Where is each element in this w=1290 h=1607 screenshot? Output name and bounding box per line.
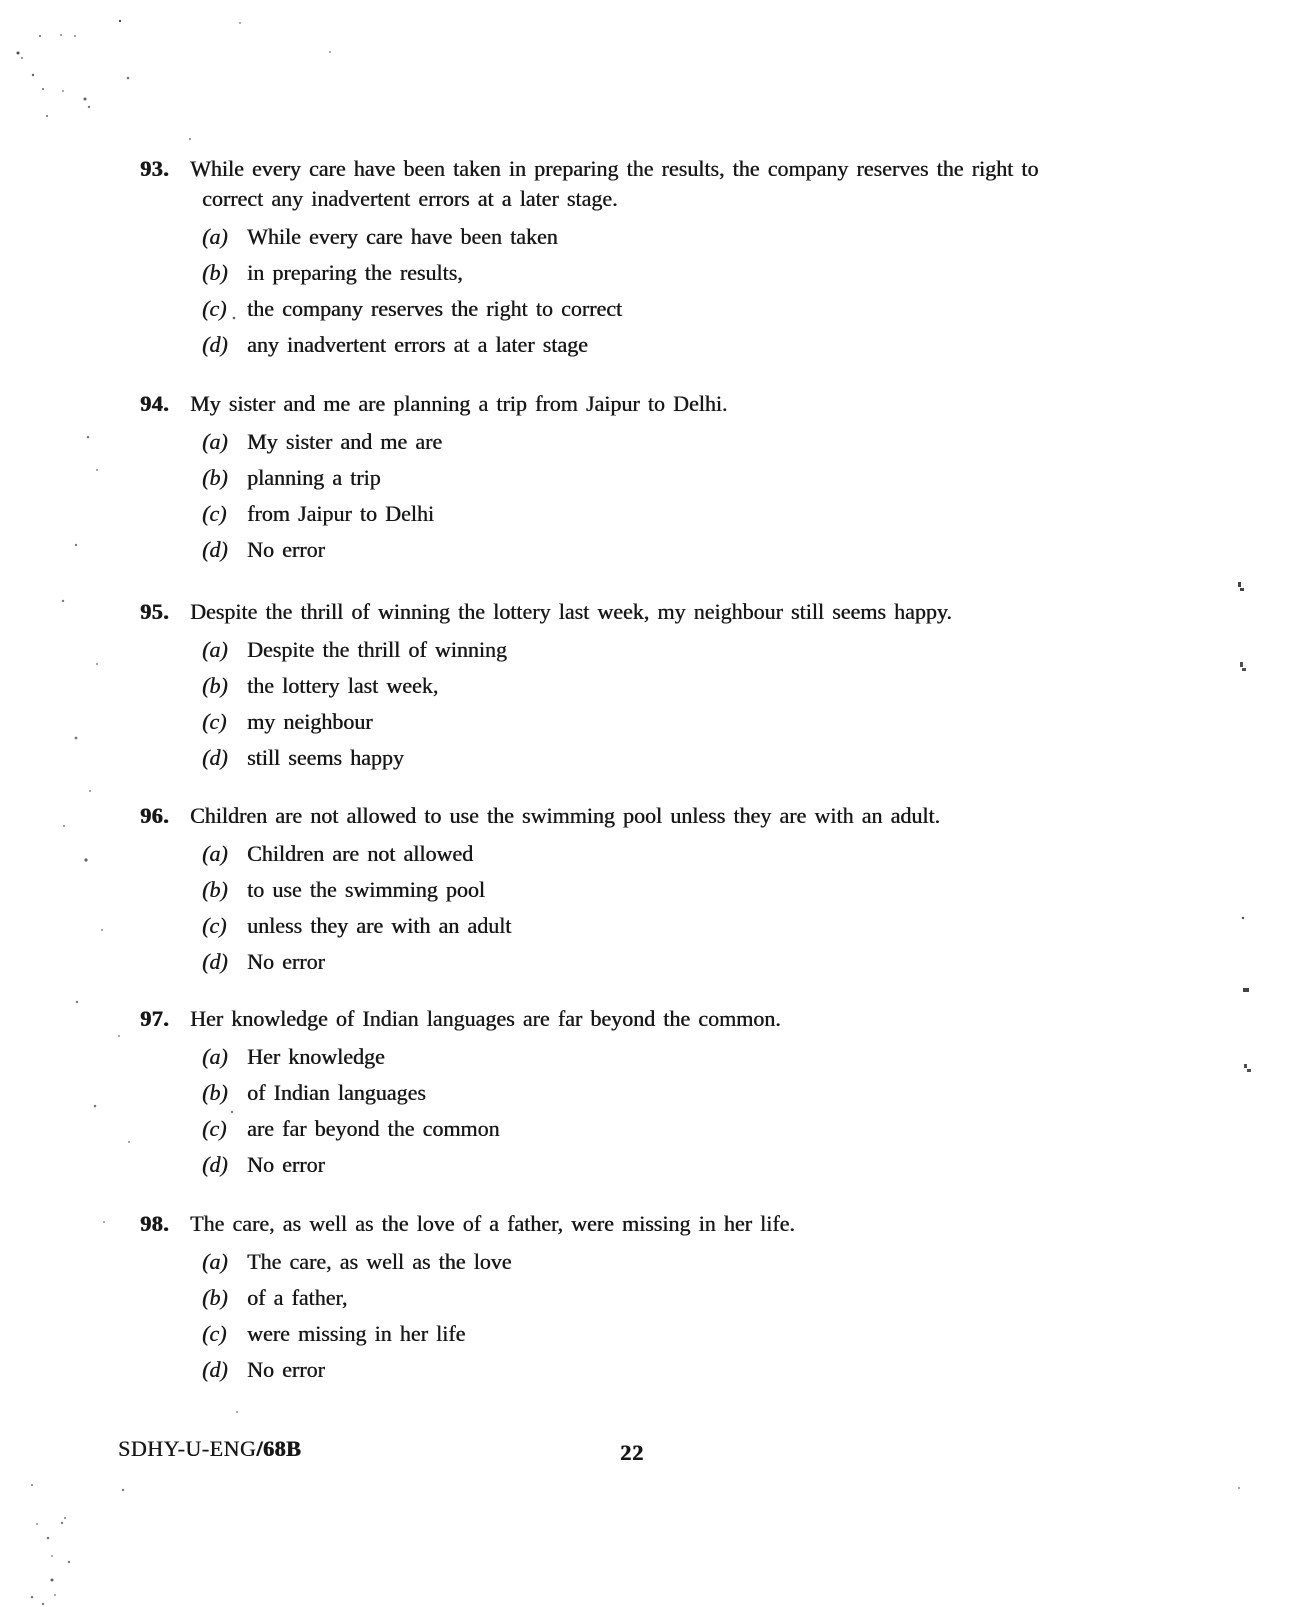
option-row-a: [140, 635, 1240, 665]
option-row-d: [140, 1150, 1240, 1180]
option-row-d: [140, 535, 1240, 565]
option-text: Children are not allowed: [247, 841, 474, 866]
option-letter: (c): [202, 1321, 227, 1346]
option-text: Despite the thrill of winning: [247, 637, 507, 662]
question-item-94: [140, 389, 1240, 565]
options-list: [140, 1247, 1240, 1385]
option-row-b: [140, 875, 1240, 905]
option-row-c: [140, 707, 1240, 737]
question-number: 93.: [140, 156, 169, 181]
option-text: any inadvertent errors at a later stage: [247, 332, 588, 357]
option-row-a: [140, 839, 1240, 869]
question-text-line: Her knowledge of Indian languages are far beyond the common.: [190, 1006, 781, 1031]
option-row-d: [140, 330, 1240, 360]
question-text: [190, 1004, 1240, 1034]
options-list: [140, 1042, 1240, 1180]
option-text: The care, as well as the love: [247, 1249, 512, 1274]
option-row-c: [140, 294, 1240, 324]
options-list: [140, 635, 1240, 773]
option-text: the company reserves the right to correct: [247, 296, 623, 321]
option-text: unless they are with an adult: [247, 913, 512, 938]
option-text: in preparing the results,: [247, 260, 463, 285]
options-list: [140, 839, 1240, 977]
option-text: of a father,: [247, 1285, 348, 1310]
option-row-b: [140, 1283, 1240, 1313]
option-letter: (a): [202, 1249, 228, 1274]
option-row-b: [140, 671, 1240, 701]
option-text: still seems happy: [247, 745, 404, 770]
question-item-95: [140, 597, 1240, 773]
option-text: from Jaipur to Delhi: [247, 501, 434, 526]
option-row-a: [140, 1247, 1240, 1277]
option-text: of Indian languages: [247, 1080, 426, 1105]
option-letter: (c): [202, 709, 227, 734]
question-item-98: [140, 1209, 1240, 1385]
option-letter: (d): [202, 745, 228, 770]
option-row-d: [140, 743, 1240, 773]
option-row-c: [140, 499, 1240, 529]
question-text-line: Children are not allowed to use the swimming pool unless they are with an adult.: [190, 803, 940, 828]
option-letter: (a): [202, 429, 228, 454]
question-text: [190, 597, 1240, 627]
option-row-d: [140, 1355, 1240, 1385]
question-text: [190, 801, 1240, 831]
option-row-b: [140, 1078, 1240, 1108]
question-text-line: Despite the thrill of winning the lottery last week, my neighbour still seems happy.: [190, 599, 952, 624]
option-letter: (d): [202, 537, 228, 562]
question-text-line: My sister and me are planning a trip from Jaipur to Delhi.: [190, 391, 728, 416]
option-row-a: [140, 427, 1240, 457]
option-letter: (b): [202, 1285, 228, 1310]
option-letter: (d): [202, 332, 228, 357]
option-text: No error: [247, 949, 325, 974]
option-row-c: [140, 911, 1240, 941]
option-text: my neighbour: [247, 709, 373, 734]
option-letter: (a): [202, 1044, 228, 1069]
option-letter: (a): [202, 224, 228, 249]
option-letter: (b): [202, 465, 228, 490]
options-list: [140, 427, 1240, 565]
option-letter: (b): [202, 877, 228, 902]
option-row-c: [140, 1319, 1240, 1349]
option-row-d: [140, 947, 1240, 977]
option-letter: (b): [202, 260, 228, 285]
option-text: No error: [247, 1357, 325, 1382]
option-text: planning a trip: [247, 465, 381, 490]
option-letter: (b): [202, 1080, 228, 1105]
option-text: were missing in her life: [247, 1321, 466, 1346]
option-row-c: [140, 1114, 1240, 1144]
page-number: 22: [620, 1440, 644, 1465]
option-letter: (a): [202, 841, 228, 866]
option-letter: (d): [202, 1357, 228, 1382]
option-letter: (c): [202, 1116, 227, 1141]
question-number: 97.: [140, 1006, 169, 1031]
question-text-line: The care, as well as the love of a father, were missing in her life.: [190, 1211, 795, 1236]
question-item-93: [140, 154, 1240, 360]
option-row-a: [140, 222, 1240, 252]
option-text: While every care have been taken: [247, 224, 558, 249]
option-letter: (c): [202, 913, 227, 938]
option-row-b: [140, 463, 1240, 493]
option-letter: (d): [202, 1152, 228, 1177]
option-text: My sister and me are: [247, 429, 443, 454]
question-text: [190, 389, 1240, 419]
question-number: 94.: [140, 391, 169, 416]
option-row-b: [140, 258, 1240, 288]
option-letter: (c): [202, 296, 227, 321]
paper-code-suffix: /68B: [256, 1436, 302, 1461]
option-letter: (a): [202, 637, 228, 662]
question-number: 95.: [140, 599, 169, 624]
option-letter: (c): [202, 501, 227, 526]
option-text: No error: [247, 537, 325, 562]
option-letter: (b): [202, 673, 228, 698]
option-text: the lottery last week,: [247, 673, 439, 698]
option-text: are far beyond the common: [247, 1116, 500, 1141]
paper-code: [118, 1436, 301, 1462]
options-list: [140, 222, 1240, 360]
question-text-line: While every care have been taken in preparing the results, the company reserves the right to: [190, 156, 1039, 181]
paper-code-prefix: SDHY-U-ENG: [118, 1436, 257, 1461]
option-row-a: [140, 1042, 1240, 1072]
option-text: to use the swimming pool: [247, 877, 485, 902]
question-number: 96.: [140, 803, 169, 828]
option-text: Her knowledge: [247, 1044, 385, 1069]
question-text: [190, 154, 1240, 214]
question-item-97: [140, 1004, 1240, 1180]
question-text: [190, 1209, 1240, 1239]
option-letter: (d): [202, 949, 228, 974]
question-text-line: correct any inadvertent errors at a later stage.: [202, 186, 618, 211]
option-text: No error: [247, 1152, 325, 1177]
question-number: 98.: [140, 1211, 169, 1236]
question-item-96: [140, 801, 1240, 977]
